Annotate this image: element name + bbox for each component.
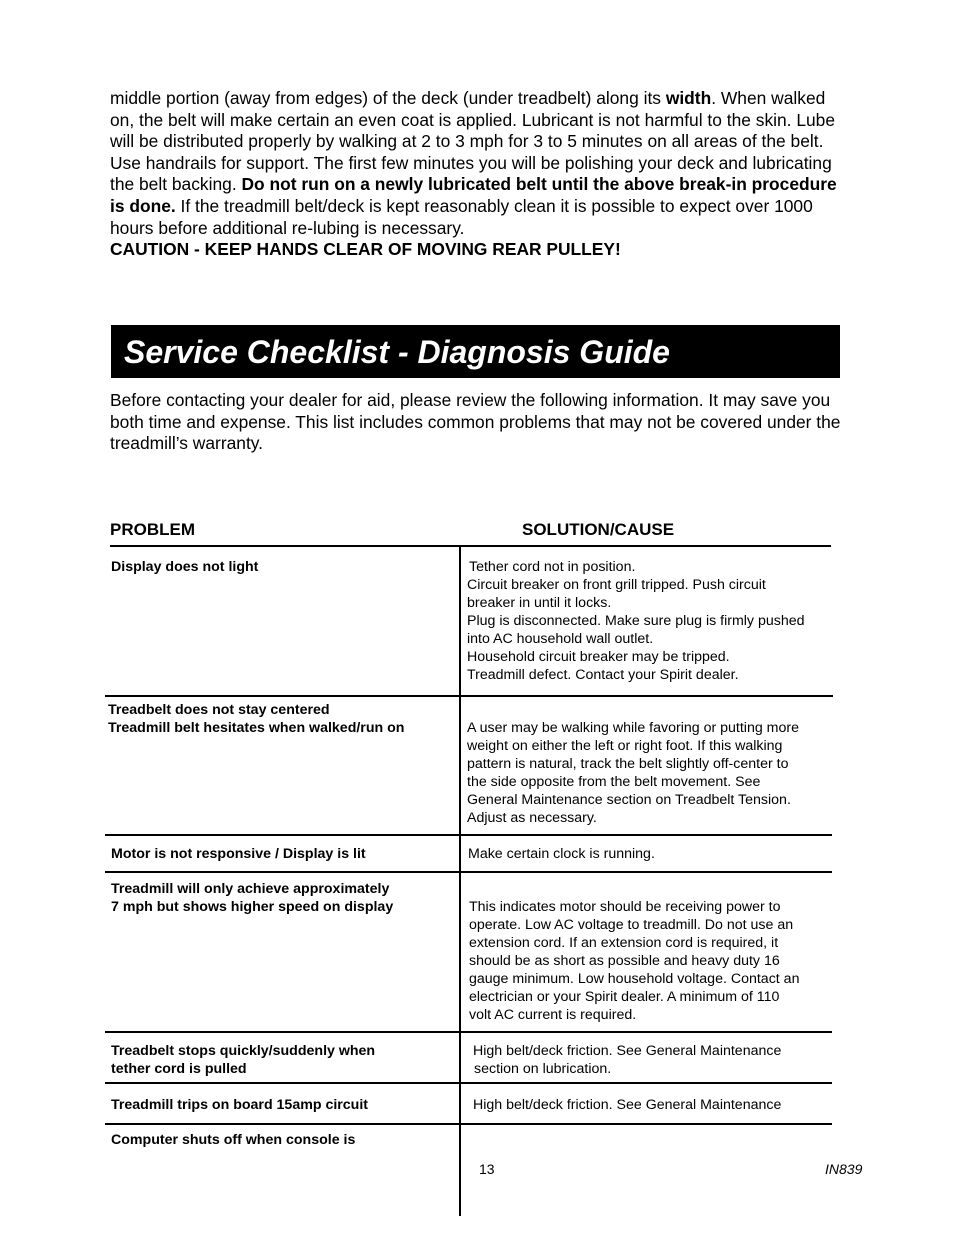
solution-line: weight on either the left or right foot. If this walking bbox=[467, 738, 783, 754]
page-number: 13 bbox=[479, 1161, 495, 1177]
table-row-problem: Treadmill trips on board 15amp circuit bbox=[111, 1097, 369, 1113]
table-row-solution bbox=[469, 898, 844, 1024]
solution-line: Treadmill defect. Contact your Spirit dealer. bbox=[467, 667, 739, 683]
table-row-solution bbox=[467, 558, 842, 684]
solution-line: breaker in until it locks. bbox=[467, 595, 612, 611]
document-code: IN839 bbox=[825, 1161, 863, 1177]
section-banner bbox=[111, 325, 840, 378]
intro-text-c: . When walked on, the belt will make certain an even coat is applied. Lubricant is not harmful to the skin. Lube will be distributed properly by walking at 2 to 3 mph for 3 to 5 minutes on all areas of the belt. Use handrails for support. The first few minutes you will be polishing your deck and lubricating the belt backing. bbox=[110, 88, 836, 195]
solution-line: electrician or your Spirit dealer. A minimum of 110 bbox=[469, 989, 780, 1005]
table-row-solution bbox=[467, 719, 842, 827]
section-title: Service Checklist - Diagnosis Guide bbox=[124, 334, 670, 370]
table-row-solution bbox=[473, 1096, 843, 1114]
table-row-problem: Display does not light bbox=[111, 559, 259, 575]
solution-line: pattern is natural, track the belt slightly off-center to bbox=[467, 756, 789, 772]
solution-line: volt AC current is required. bbox=[469, 1007, 637, 1023]
table-rule-1 bbox=[105, 695, 833, 697]
table-row-problem: Treadmill will only achieve approximately 7 mph but shows higher speed on display bbox=[111, 881, 394, 915]
table-rule-2 bbox=[105, 834, 832, 836]
solution-line: General Maintenance section on Treadbelt Tension. bbox=[467, 792, 791, 808]
solution-line: A user may be walking while favoring or putting more bbox=[467, 720, 799, 736]
table-rule-header bbox=[110, 545, 831, 547]
table-row-problem: Treadbelt does not stay centered Treadmill belt hesitates when walked/run on bbox=[108, 702, 405, 736]
solution-line: Tether cord not in position. bbox=[469, 559, 636, 575]
column-header-solution: SOLUTION/CAUSE bbox=[522, 520, 675, 539]
solution-line: the side opposite from the belt movement. See bbox=[467, 774, 761, 790]
solution-line: extension cord. If an extension cord is required, it bbox=[469, 935, 779, 951]
solution-line: should be as short as possible and heavy duty 16 bbox=[469, 953, 780, 969]
solution-line: High belt/deck friction. See General Maintenance bbox=[473, 1097, 782, 1113]
table-row-problem: Computer shuts off when console is bbox=[111, 1132, 356, 1148]
table-rule-3 bbox=[105, 871, 832, 873]
solution-line: Household circuit breaker may be tripped. bbox=[467, 649, 730, 665]
table-row-problem: Motor is not responsive / Display is lit bbox=[111, 846, 366, 862]
solution-line: Plug is disconnected. Make sure plug is firmly pushed bbox=[467, 613, 805, 629]
solution-line: This indicates motor should be receiving power to bbox=[469, 899, 781, 915]
table-rule-5 bbox=[105, 1082, 832, 1084]
table-rule-6 bbox=[105, 1123, 832, 1125]
table-row-solution bbox=[473, 1042, 843, 1078]
table-column-divider bbox=[459, 547, 461, 1216]
column-header-problem: PROBLEM bbox=[110, 520, 195, 539]
caution-text: CAUTION - KEEP HANDS CLEAR OF MOVING REAR PULLEY! bbox=[110, 239, 621, 260]
section-intro: Before contacting your dealer for aid, please review the following information. It may save you both time and expense. This list includes common problems that may not be covered under the treadmill’s warranty. bbox=[110, 390, 841, 454]
solution-line: into AC household wall outlet. bbox=[467, 631, 654, 647]
solution-line: Circuit breaker on front grill tripped. Push circuit bbox=[467, 577, 766, 593]
intro-text-b: width bbox=[665, 88, 712, 108]
solution-line: gauge minimum. Low household voltage. Contact an bbox=[469, 971, 800, 987]
intro-paragraph bbox=[110, 88, 845, 261]
table-row-solution bbox=[468, 845, 843, 863]
solution-line: section on lubrication. bbox=[474, 1061, 612, 1077]
solution-line: Adjust as necessary. bbox=[467, 810, 597, 826]
solution-line: High belt/deck friction. See General Maintenance bbox=[473, 1043, 782, 1059]
solution-line: operate. Low AC voltage to treadmill. Do not use an bbox=[469, 917, 794, 933]
intro-text-d: Do not run on a newly lubricated belt until the above break-in procedure is done. bbox=[110, 174, 837, 216]
table-row-problem: Treadbelt stops quickly/suddenly when tether cord is pulled bbox=[111, 1043, 376, 1077]
table-rule-4 bbox=[105, 1031, 832, 1033]
intro-text-a: middle portion (away from edges) of the deck (under treadbelt) along its bbox=[110, 88, 666, 108]
solution-line: Make certain clock is running. bbox=[468, 846, 655, 862]
intro-text-e: If the treadmill belt/deck is kept reasonably clean it is possible to expect over 1000 hours before additional re-lubing is necessary. bbox=[110, 195, 813, 238]
